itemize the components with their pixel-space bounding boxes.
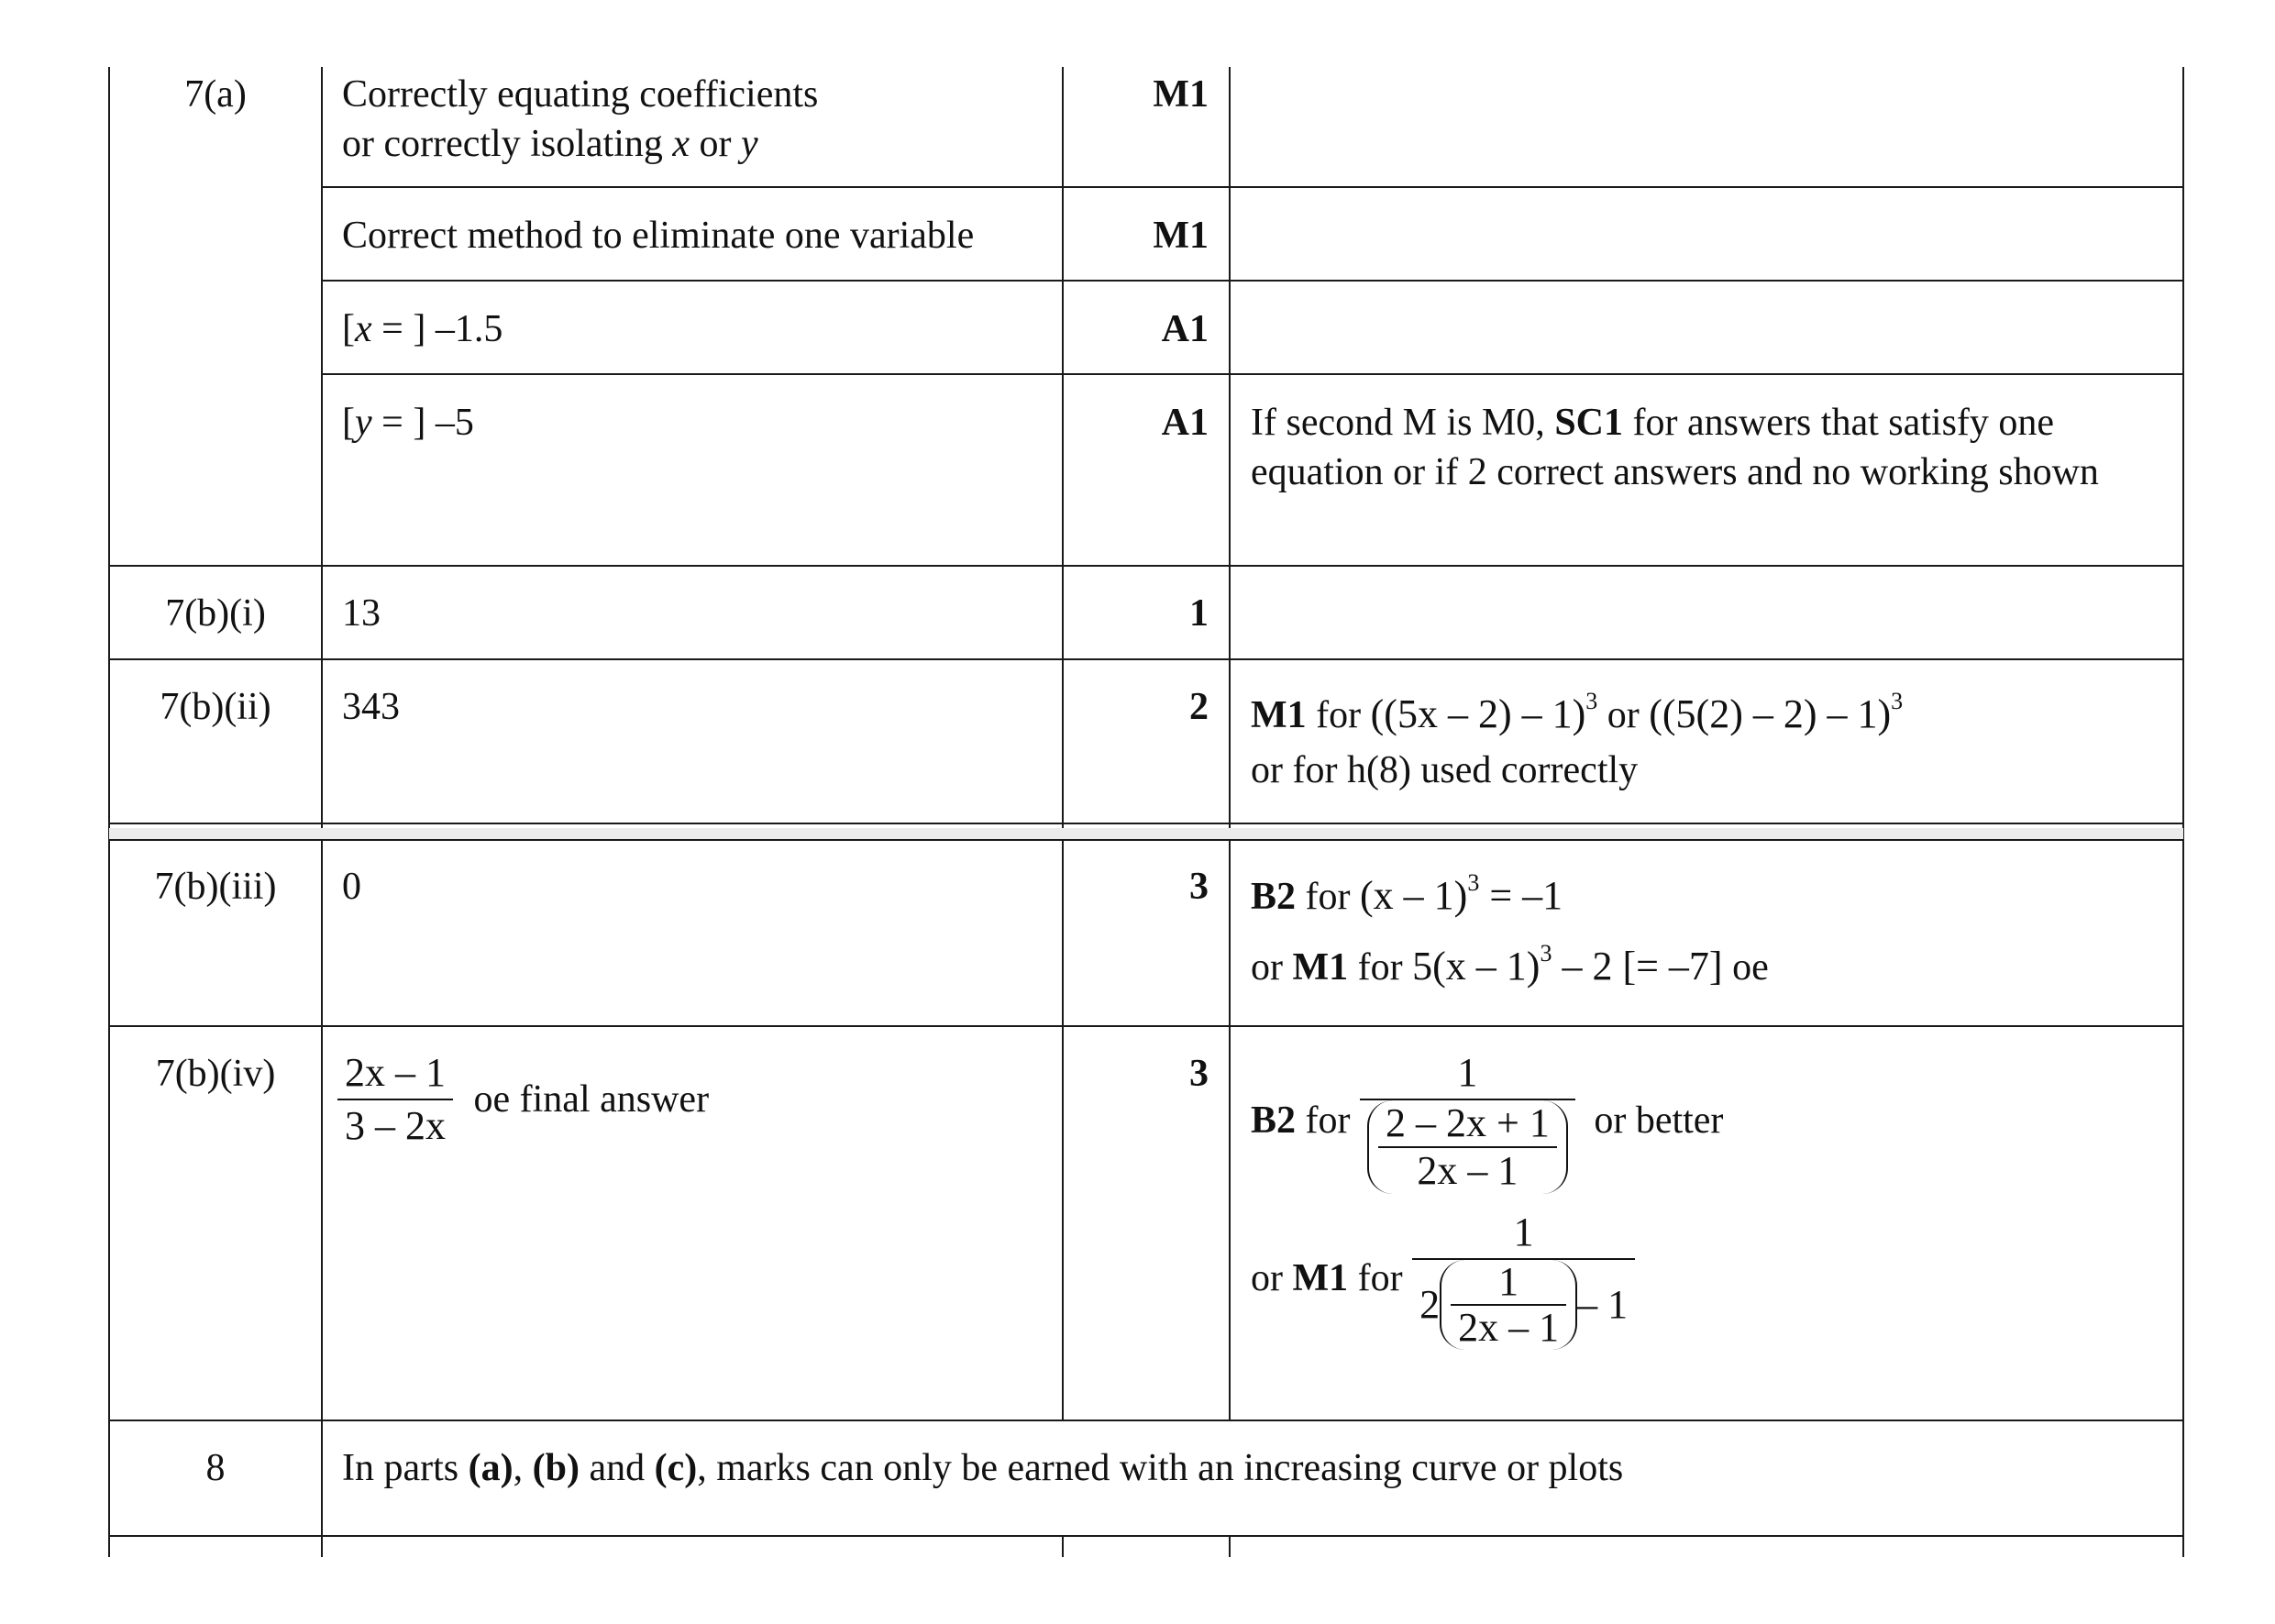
guidance-text <box>1251 871 2168 992</box>
b2-fraction: $\frac{1}{\frac{2 - 2x + 1}{2x - 1}}$ <box>1360 1047 1575 1194</box>
guidance-line: or M1 for 1 2 $\frac{1}{2x - 1}$ – 1 <box>1251 1207 2168 1350</box>
instruction-text: In parts (a), (b) and (c), marks can only be earned with an increasing curve or plots <box>342 1447 1624 1489</box>
row-divider <box>108 1535 2183 1537</box>
row-divider <box>108 839 2183 841</box>
mark-code: A1 <box>1161 402 1209 444</box>
answer-text: 343 <box>342 686 400 728</box>
answer-line: Correctly equating coefficients <box>342 73 819 116</box>
answer-text: [y = ] –5 <box>342 402 474 444</box>
question-label: 8 <box>205 1447 226 1489</box>
col-divider-marks-bottom <box>1229 1535 1231 1557</box>
answer-text: 13 <box>342 592 381 635</box>
question-label: 7(b)(iii) <box>154 866 277 908</box>
question-label: 7(b)(iv) <box>155 1053 276 1095</box>
row-divider <box>321 373 2183 375</box>
m1-fraction: 1 2 $\frac{1}{2x - 1}$ – 1 <box>1412 1207 1635 1350</box>
col-divider-answer-bottom <box>1062 1535 1064 1557</box>
page-break-band <box>109 828 2183 839</box>
guidance-line: M1 for ((5x – 2) – 1)$^3$ or ((5(2) – 2) – 1)$^3$ <box>1251 688 1904 736</box>
answer-line: or correctly isolating x or y <box>342 123 758 165</box>
answer-text <box>342 70 1057 169</box>
row-divider <box>108 1025 2183 1027</box>
col-divider-marks <box>1229 67 1231 1420</box>
answer-text: Correct method to eliminate one variable <box>342 215 975 257</box>
question-label: 7(a) <box>184 73 247 116</box>
guidance-line: or M1 for 5(x – 1)$^3$ – 2 [= –7] oe <box>1251 940 1769 989</box>
guidance-text: If second M is M0, SC1 for answers that satisfy one equation or if 2 correct answers and no working shown <box>1251 402 2099 493</box>
answer-text: [x = ] –1.5 <box>342 308 503 350</box>
question-label: 7(b)(ii) <box>160 686 271 728</box>
guidance-line: B2 for $\frac{1}{\frac{2 - 2x + 1}{2x - 1}}$ or better <box>1251 1047 2168 1194</box>
table-right-border <box>2182 67 2184 1557</box>
mark-code: A1 <box>1161 308 1209 350</box>
row-divider <box>108 658 2183 660</box>
row-divider <box>321 186 2183 188</box>
mark-value: 2 <box>1189 686 1209 728</box>
mark-value: 1 <box>1189 592 1209 635</box>
guidance-line: B2 for (x – 1)$^3$ = –1 <box>1251 869 1563 918</box>
answer-text: 0 <box>342 866 361 908</box>
col-divider-answer <box>1062 67 1064 1420</box>
mark-value: 3 <box>1189 866 1209 908</box>
table-left-border <box>108 67 110 1557</box>
col-divider-question <box>321 67 323 1557</box>
guidance-text <box>1251 1047 2168 1350</box>
guidance-text <box>1251 690 2168 795</box>
mark-value: 3 <box>1189 1053 1209 1095</box>
answer-fraction: $\frac{2x - 1}{3 - 2x}$ <box>337 1047 453 1152</box>
row-divider <box>108 1420 2183 1421</box>
row-divider <box>108 823 2183 824</box>
row-divider <box>108 565 2183 567</box>
mark-code: M1 <box>1153 73 1209 116</box>
question-label: 7(b)(i) <box>165 592 266 635</box>
answer-text: $\frac{2x - 1}{3 - 2x}$ oe final answer <box>337 1047 1053 1152</box>
row-divider <box>321 280 2183 282</box>
guidance-line: or for h(8) used correctly <box>1251 749 1639 791</box>
mark-code: M1 <box>1153 215 1209 257</box>
